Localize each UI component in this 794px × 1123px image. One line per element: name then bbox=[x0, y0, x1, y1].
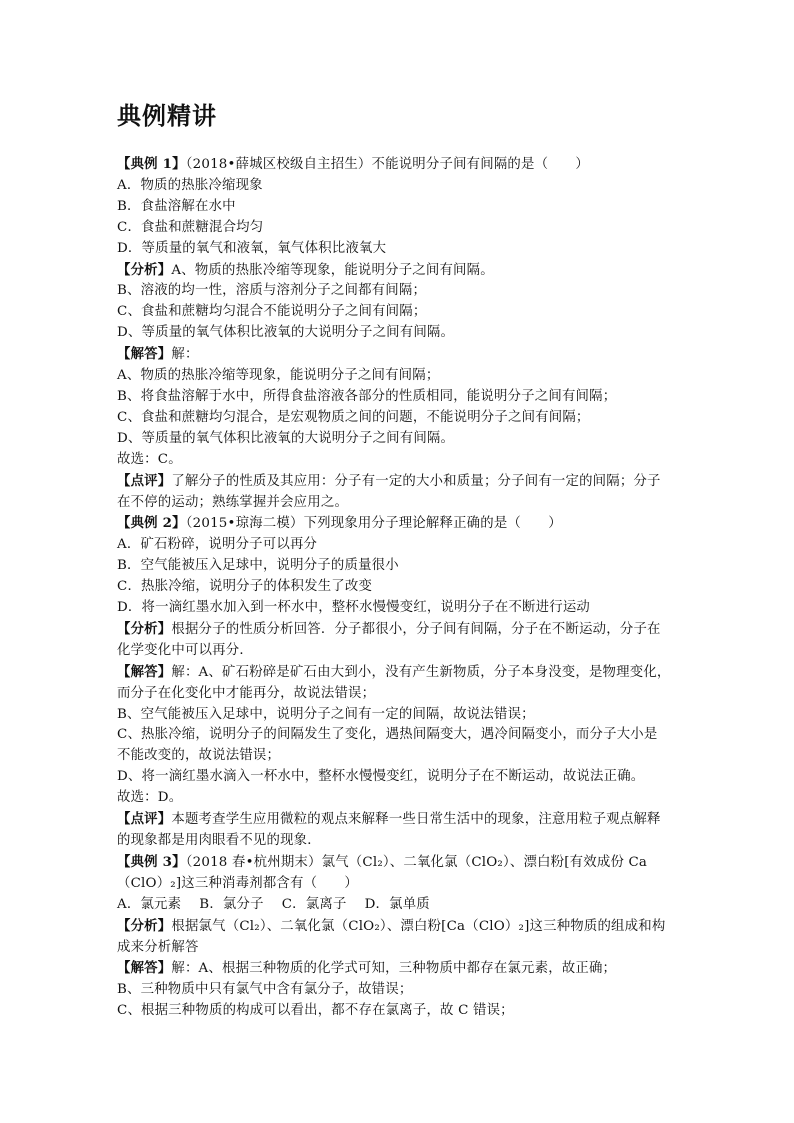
text-line bbox=[117, 684, 679, 705]
line-text: D、将一滴红墨水滴入一杯水中，整杯水慢慢变红，说明分子在不断运动，故说法正确。 bbox=[117, 769, 645, 785]
section-title: 典例精讲 bbox=[117, 102, 217, 130]
text-line bbox=[117, 323, 679, 344]
text-line bbox=[117, 176, 679, 197]
text-line bbox=[117, 852, 679, 874]
section-tag: 【典例 1】 bbox=[117, 156, 186, 172]
text-line bbox=[117, 281, 679, 302]
text-line bbox=[117, 809, 679, 831]
text-line bbox=[117, 471, 679, 493]
text-line bbox=[117, 408, 679, 429]
line-text: （2018•薛城区校级自主招生）不能说明分子间有间隔的是（ ） bbox=[185, 157, 589, 172]
line-text: 而分子在化变化中才能再分，故说法错误； bbox=[117, 685, 376, 701]
text-line bbox=[117, 916, 679, 938]
line-text: D、等质量的氧气体积比液氧的大说明分子之间有间隔。 bbox=[117, 325, 455, 341]
line-text: A、物质的热胀冷缩等现象，能说明分子之间有间隔。 bbox=[171, 262, 494, 278]
text-line bbox=[117, 788, 679, 809]
line-text: 本题考查学生应用微粒的观点来解释一些日常生活中的现象，注意用粒子观点解释 bbox=[171, 812, 661, 828]
text-line bbox=[117, 493, 679, 514]
text-line bbox=[117, 662, 679, 684]
line-text: B、三种物质中只有氯气中含有氯分子，故错误； bbox=[117, 982, 413, 998]
line-text: 故选：C。 bbox=[117, 451, 182, 467]
text-line bbox=[117, 958, 679, 980]
section-tag: 【典例 2】 bbox=[117, 515, 186, 532]
section-tag: 【分析】 bbox=[117, 620, 172, 637]
text-line bbox=[117, 938, 679, 959]
line-text: D．等质量的氧气和液氧，氧气体积比液氧大 bbox=[117, 240, 387, 256]
line-text: 解：A、矿石粉碎是矿石由大到小，没有产生新物质，分子本身没变，是物理变化， bbox=[171, 664, 671, 680]
line-text: 解：A、根据三种物质的化学式可知，三种物质中都存在氯元素，故正确； bbox=[171, 961, 617, 977]
line-text: C、食盐和蔗糖均匀混合不能说明分子之间有间隔； bbox=[117, 304, 427, 320]
text-line bbox=[117, 218, 679, 239]
text-line bbox=[117, 874, 679, 895]
line-text: 根据分子的性质分析回答．分子都很小，分子间有间隔，分子在不断运动，分子在 bbox=[171, 621, 661, 637]
section-tag: 【解答】 bbox=[117, 663, 172, 680]
section-tag: 【典例 3】 bbox=[117, 853, 186, 870]
text-line bbox=[117, 302, 679, 323]
line-text: C、热胀冷缩，说明分子的间隔发生了变化，遇热间隔变大，遇冷间隔变小，而分子大小是 bbox=[117, 727, 658, 743]
text-line bbox=[117, 239, 679, 260]
text-line bbox=[117, 387, 679, 408]
line-text: B、溶液的均一性，溶质与溶剂分子之间都有间隔； bbox=[117, 283, 427, 299]
line-text: 故选：D。 bbox=[117, 790, 183, 806]
line-text: （ClO）₂]这三种消毒剂都含有（ ） bbox=[117, 875, 358, 891]
line-text: 的现象都是用肉眼看不见的现象． bbox=[117, 833, 321, 848]
section-tag: 【点评】 bbox=[117, 472, 172, 489]
section-tag: 【点评】 bbox=[117, 811, 172, 828]
line-text: C、食盐和蔗糖均匀混合，是宏观物质之间的问题，不能说明分子之间有间隔； bbox=[117, 409, 590, 425]
text-line bbox=[117, 641, 679, 662]
text-line bbox=[117, 619, 679, 641]
text-line bbox=[117, 725, 679, 746]
text-line bbox=[117, 429, 679, 450]
line-text: C、根据三种物质的构成可以看出，都不存在氯离子，故 C 错误； bbox=[117, 1003, 514, 1019]
text-line bbox=[117, 831, 679, 852]
text-line bbox=[117, 366, 679, 387]
line-text: A．氯元素 B．氯分子 C．氯离子 D．氯单质 bbox=[117, 896, 430, 912]
line-text: B、空气能被压入足球中，说明分子之间有一定的间隔，故说法错误； bbox=[117, 706, 535, 722]
text-line bbox=[117, 344, 679, 366]
text-line bbox=[117, 767, 679, 788]
document-page bbox=[117, 100, 679, 1022]
line-text: D、等质量的氧气体积比液氧的大说明分子之间有间隔。 bbox=[117, 430, 455, 446]
line-text: （2015•琼海二模）下列现象用分子理论解释正确的是（ ） bbox=[185, 516, 562, 532]
line-text: （2018 春•杭州期末）氯气（Cl₂）、二氧化氯（ClO₂）、漂白粉[有效成份 Ca bbox=[185, 854, 648, 870]
line-text: 化学变化中可以再分． bbox=[117, 642, 253, 658]
line-text: 不能改变的，故说法错误； bbox=[117, 748, 281, 764]
text-line bbox=[117, 746, 679, 767]
section-tag: 【分析】 bbox=[117, 261, 172, 278]
line-text: B．空气能被压入足球中，说明分子的质量很小 bbox=[117, 558, 399, 574]
text-line bbox=[117, 513, 679, 535]
line-text: A、物质的热胀冷缩等现象，能说明分子之间有间隔； bbox=[117, 368, 440, 384]
line-text: D．将一滴红墨水加入到一杯水中，整杯水慢慢变红，说明分子在不断进行运动 bbox=[117, 600, 591, 616]
text-line bbox=[117, 598, 679, 619]
text-line bbox=[117, 260, 679, 282]
line-text: 根据氯气（Cl₂）、二氧化氯（ClO₂）、漂白粉[Ca（ClO）₂]这三种物质的组成和构 bbox=[171, 918, 666, 934]
text-line bbox=[117, 980, 679, 1001]
line-text: 成来分析解答 bbox=[117, 939, 199, 955]
text-line bbox=[117, 450, 679, 471]
line-text: A．物质的热胀冷缩现象 bbox=[117, 177, 263, 193]
document-body bbox=[117, 154, 679, 1022]
text-line bbox=[117, 1001, 679, 1022]
text-line bbox=[117, 895, 679, 916]
section-tag: 【解答】 bbox=[117, 960, 172, 977]
line-text: 解： bbox=[171, 347, 199, 363]
line-text: A．矿石粉碎，说明分子可以再分 bbox=[117, 537, 318, 553]
line-text: B、将食盐溶解于水中，所得食盐溶液各部分的性质相同，能说明分子之间有间隔； bbox=[117, 388, 617, 404]
line-text: 在不停的运动；熟练掌握并会应用之。 bbox=[117, 494, 349, 510]
section-tag: 【分析】 bbox=[117, 917, 172, 934]
section-tag: 【解答】 bbox=[117, 346, 172, 363]
text-line bbox=[117, 577, 679, 598]
line-text: B．食盐溶解在水中 bbox=[117, 198, 236, 214]
line-text: C．热胀冷缩，说明分子的体积发生了改变 bbox=[117, 579, 373, 595]
text-line bbox=[117, 535, 679, 556]
line-text: C．食盐和蔗糖混合均匀 bbox=[117, 219, 264, 235]
text-line bbox=[117, 556, 679, 577]
text-line bbox=[117, 197, 679, 218]
text-line bbox=[117, 154, 679, 176]
text-line bbox=[117, 705, 679, 726]
line-text: 了解分子的性质及其应用：分子有一定的大小和质量；分子间有一定的间隔；分子 bbox=[171, 473, 661, 489]
